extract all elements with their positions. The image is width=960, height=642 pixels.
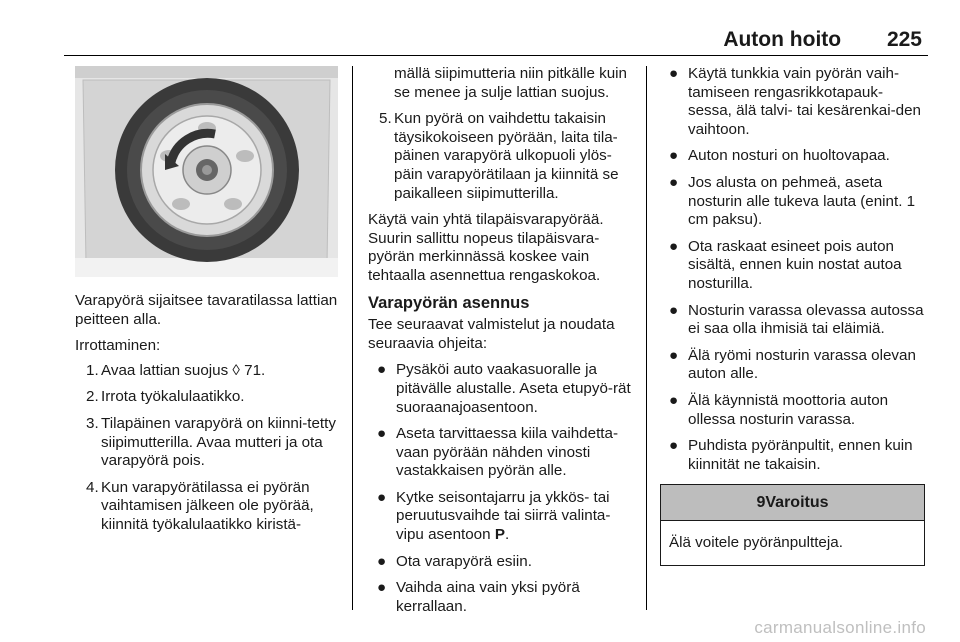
- list-item: ● Ota varapyörä esiin.: [377, 552, 532, 570]
- bullet-icon: ●: [669, 147, 679, 165]
- removal-heading: Irrottaminen:: [75, 337, 161, 355]
- bullet-icon: ●: [669, 173, 679, 191]
- removal-steps: [75, 362, 340, 535]
- list-item: ● Puhdista pyöränpultit, ennen kuin kiinnität ne takaisin.: [669, 437, 913, 473]
- bullet-icon: ●: [377, 425, 387, 443]
- spare-wheel-illustration: [75, 66, 338, 277]
- list-item: ● Jos alusta on pehmeä, aseta nosturin alle tukeva lauta (enint. 1 cm paksu).: [669, 173, 916, 229]
- bullet-icon: ●: [669, 437, 679, 455]
- step-continuation: mällä siipimutteria niin pitkälle kuin se menee ja sulje lattian suojus.: [394, 65, 627, 101]
- list-item: ● Käytä tunkkia vain pyörän vaih-tamiseen rengasrikkotapauk-sessa, älä talvi- tai kesärenkai-den vaihtoon.: [669, 65, 921, 138]
- list-item: 5. Kun pyörä on vaihdettu takaisin täysikokoiseen pyörään, laita tila-päinen varapyörä ulkopuoli ylös-päin varapyörätilaan ja kiinnitä se paikalleen siipimutterilla.: [379, 110, 619, 202]
- bullet-icon: ●: [377, 361, 387, 379]
- list-item: 4. Kun varapyörätilassa ei pyörän vaihtamisen jälkeen ole pyörää, kiinnitä työkalulaatikko kiristä-: [86, 478, 314, 533]
- removal-steps-cont: [368, 110, 634, 203]
- list-item: ● Aseta tarvittaessa kiila vaihdetta-vaan pyörään nähden vinosti vastakkaisen pyörän alle.: [377, 425, 619, 480]
- column-1: [75, 292, 340, 543]
- list-item: ● Auton nosturi on huoltovapaa.: [669, 147, 890, 165]
- list-item: ● Nosturin varassa olevassa autossa ei saa olla ihmisiä tai eläimiä.: [669, 301, 924, 338]
- jack-safety-list: [660, 65, 925, 474]
- note-paragraph: Käytä vain yhtä tilapäisvarapyörää. Suurin sallittu nopeus tilapäisvara-pyörän merkinnässä koskee vain tehtaalla asennettua rengaskokoa.: [368, 211, 604, 284]
- bullet-icon: ●: [377, 552, 387, 570]
- bullet-icon: ●: [669, 65, 679, 82]
- warning-text: Älä voitele pyöränpultteja.: [669, 533, 843, 551]
- column-2: [368, 65, 634, 624]
- list-item: ● Ota raskaat esineet pois auton sisältä, ennen kuin nostat autoa nosturilla.: [669, 237, 902, 292]
- warning-box: [660, 484, 925, 566]
- column-divider: [352, 66, 353, 610]
- list-item: 2. Irrota työkalulaatikko.: [86, 388, 245, 406]
- column-3: [660, 65, 925, 566]
- prep-list: [368, 361, 634, 616]
- bullet-icon: ●: [377, 579, 387, 597]
- list-item: ● Älä käynnistä moottoria auton ollessa nosturin varassa.: [669, 391, 889, 428]
- bullet-icon: ●: [669, 391, 679, 409]
- warning-triangle-icon: 9: [756, 494, 766, 512]
- column-divider: [646, 66, 647, 610]
- bullet-icon: ●: [669, 237, 679, 255]
- header-rule: [64, 55, 928, 56]
- list-item: ● Älä ryömi nosturin varassa olevan auton alle.: [669, 346, 916, 383]
- list-item: ● Kytke seisontajarru ja ykkös- tai peruutusvaihde tai siirrä valinta-vipu asentoon P.: [377, 488, 611, 544]
- figure-caption: Varapyörä sijaitsee tavaratilassa lattian peitteen alla.: [75, 292, 338, 328]
- intro-paragraph: Tee seuraavat valmistelut ja noudata seuraavia ohjeita:: [368, 316, 615, 352]
- list-item: ● Pysäköi auto vaakasuoralle ja pitävälle alustalle. Aseta etupyö-rät suoraanajoasentoon.: [377, 361, 631, 416]
- list-item: 1. Avaa lattian suojus ◊ 71.: [86, 361, 266, 379]
- bullet-icon: ●: [669, 301, 679, 319]
- warning-title: Varoitus: [765, 494, 829, 512]
- page-header: [38, 28, 922, 52]
- bullet-icon: ●: [669, 346, 679, 364]
- page-number: 225: [886, 28, 922, 51]
- bullet-icon: ●: [377, 488, 387, 506]
- list-item: 3. Tilapäinen varapyörä on kiinni-tetty siipimutterilla. Avaa mutteri ja ota varapyörä pois.: [86, 414, 336, 470]
- section-title: Auton hoito: [723, 28, 842, 51]
- section-heading: Varapyörän asennus: [368, 293, 530, 312]
- warning-header: [661, 485, 924, 521]
- watermark: carmanualsonline.info: [754, 618, 926, 637]
- list-item: ● Vaihda aina vain yksi pyörä kerrallaan.: [377, 579, 580, 615]
